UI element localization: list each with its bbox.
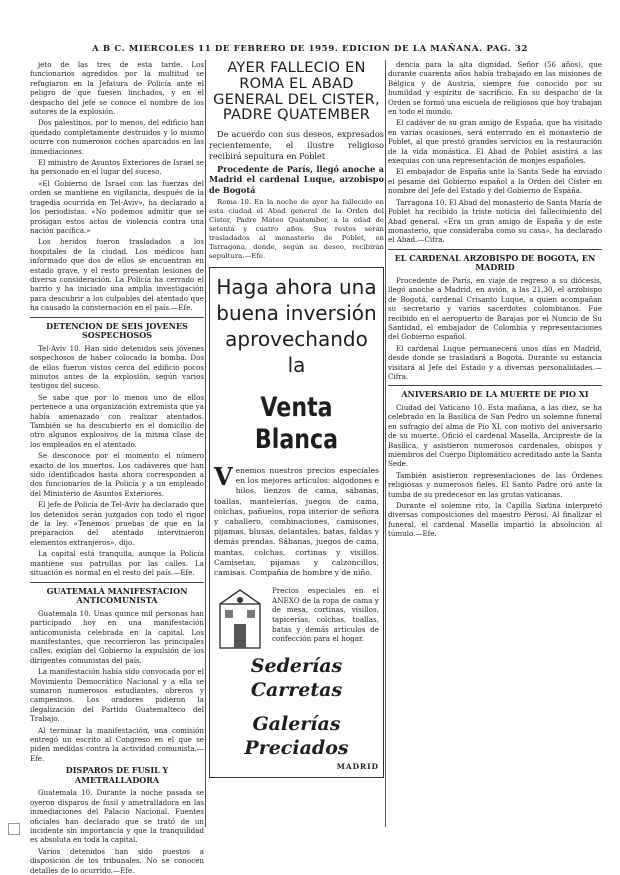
divider bbox=[388, 385, 602, 386]
ad-store-sederias: Sederías Carretas bbox=[250, 654, 343, 701]
article-abad bbox=[209, 129, 384, 261]
ad-text bbox=[214, 461, 379, 578]
headline-cardenal-bogota: EL CARDENAL ARZOBISPO DE BOGOTA, EN MADRID bbox=[394, 252, 596, 273]
paragraph: Los heridos fueron trasladados a los hospitales de la ciudad. Los médicos han informado que dos de ellos se encuentran en estado grave, y el resto presentan lesiones de diversa consideración. La Policía ha cerrado el barrio y ha iniciado una amplia investigación para descubrir a los culpables del atentado que ha causado la consternación en el país.—Efe. bbox=[30, 237, 204, 313]
paragraph: Se sabe que por lo menos uno de ellos pertenece a una organización extremista que ya había amenazado con realizar atentados. También se ha descubierto en el domicilio de otro algunos explosivos de la misma clase de los empleados en el atentado. bbox=[30, 392, 204, 449]
ad-city: MADRID bbox=[336, 761, 379, 771]
headline-abad-cister: AYER FALLECIO EN ROMA EL ABAD GENERAL DEL CISTER, PADRE QUATEMBER bbox=[213, 59, 380, 124]
ad-store-galerias: Galerías Preciados bbox=[244, 712, 349, 759]
article-subhead: De acuerdo con sus deseos, expresados recientemente, el ilustre religioso recibirá sepultura en Poblet bbox=[209, 129, 384, 161]
paragraph: El ministro de Asuntos Exteriores de Israel se ha personado en el lugar del suceso. bbox=[30, 158, 204, 177]
store-emblem-icon bbox=[214, 588, 266, 652]
paragraph: Se desconoce por el momento el número exacto de los muertos. Los cadáveres que han sido identificados hasta ahora corresponden a dos funcionarios de la Policía y a un empleado del Ministerio de Asuntos Exteriores. bbox=[30, 451, 204, 498]
left-intro bbox=[30, 60, 204, 313]
ad-offer bbox=[214, 586, 379, 644]
ad-offer-text: Precios especiales en el ANEXO de la ropa de cama y de mesa, cortinas, visillos, tapicerías, colchas, toallas, batas y demás artículos de confección para el hogar. bbox=[272, 586, 379, 644]
divider bbox=[388, 249, 602, 250]
paragraph: Guatemala 10. Unas quince mil personas han participado hoy en una manifestación anticomunista celebrada en la capital. Los manifestantes, que recorrieron las principales calles, exigían del Gobierno la expulsión de los dirigentes comunistas del país. bbox=[30, 608, 204, 665]
headline-disparos: DISPAROS DE FUSIL Y AMETRALLADORA bbox=[65, 765, 169, 785]
paragraph: Roma 10. En la noche de ayer ha fallecido en esta ciudad el Abad general de la Orden del Císter, Padre Mateo Quatember, a la edad de setenta y cuatro años. Sus restos serán trasladados al monasterio de Poblet, en Tarragona, donde, según su deseo, recibirán sepultura.—Efe. bbox=[209, 197, 384, 260]
paragraph: dencia para la alta dignidad. Señor (56 años), que durante cuarenta años había trabajado en las misiones de Bélgica y de Austria, siempre fue conocido por su humildad y espíritu de sacrificio. En su despacho de la Orden se formó una escuela de religiosos que hoy trabajan en todo el mundo. bbox=[388, 60, 602, 117]
paragraph: La capital está tranquila, aunque la Policía mantiene sus patrullas por las calles. La situación es normal en el resto del país.—Efe. bbox=[30, 549, 204, 578]
page-header: A B C. MIERCOLES 11 DE FEBRERO DE 1959. EDICION DE LA MAÑANA. PAG. 32 bbox=[92, 44, 528, 54]
headline-guatemala: GUATEMALA MANIFESTACION ANTICOMUNISTA bbox=[46, 585, 188, 606]
ad-brand: Venta Blanca bbox=[254, 391, 339, 455]
paragraph: «El Gobierno de Israel con las fuerzas del orden se mantiene en vigilancia, después de la tragedia ocurrida en Tel-Aviv», ha declarado a los periodistas. «No podemos admitir que se prosigan estos actos de violencia contra una nación pacífica.» bbox=[30, 178, 204, 235]
paragraph: El cadáver de su gran amigo de España, que ha visitado en varias ocasiones, será enterrado en el monasterio de Poblet, al que prestó grandes servicios en la restauración de la vida monástica. El Abad de Poblet asistirá a las exequias con una representación de monjes españoles. bbox=[388, 118, 602, 166]
paragraph: Al terminar la manifestación, una comisión entregó un escrito al Congreso en el que se piden medidas contra la actividad comunista.—Efe. bbox=[30, 725, 204, 763]
column-rule-right bbox=[385, 60, 386, 827]
ad-drop-cap: V bbox=[214, 461, 233, 491]
middle-column bbox=[209, 60, 384, 837]
paragraph: Procedente de París, en viaje de regreso a su diócesis, llegó anoche a Madrid, en avión, a las 21,30, el arzobispo de Bogotá, cardenal Crisanto Luque, a quien acompañan su secretario y varios sacerdotes colombianos. Fue recibido en el aeropuerto de Barajas por el Nuncio de Su Santidad, el embajador de Colombia y representaciones del Gobierno español. bbox=[388, 275, 602, 342]
paragraph: También asistieron representaciones de las Órdenes religiosas y numerosos fieles. El Santo Padre oró ante la tumba de su predecesor en las grutas vaticanas. bbox=[388, 470, 602, 499]
paragraph: Durante el solemne rito, la Capilla Sixtina interpretó diversas composiciones del maestro Perosi. Al finalizar el funeral, el cardenal Masella impartió la absolución al túmulo.—Efe. bbox=[388, 501, 602, 539]
paragraph: El embajador de España ante la Santa Sede ha enviado el pésame del Gobierno español a la Orden del Císter en nombre del Jefe del Estado y del Gobierno de España. bbox=[388, 167, 602, 196]
paragraph: Procedente de París, llegó anoche a Madrid el cardenal Luque, arzobispo de Bogotá bbox=[209, 163, 384, 196]
right-column bbox=[388, 60, 602, 837]
paragraph: Dos palestinos, por lo menos, del edificio han quedado completamente destruidos y lo mismo ocurre con numerosos coches aparcados en las inmediaciones. bbox=[30, 118, 204, 156]
ad-slogan: Haga ahora una buena inversión aprovechando la bbox=[216, 274, 377, 377]
divider bbox=[30, 582, 204, 583]
advertisement-venta-blanca bbox=[209, 267, 384, 778]
divider bbox=[30, 317, 204, 318]
paragraph: El cardenal Luque permanecerá unos días en Madrid, desde donde se trasladará a Bogotá. Durante su estancia visitará al Jefe del Estado y a diversas personalidades.—Cifra. bbox=[388, 343, 602, 381]
paragraph: Ciudad del Vaticano 10. Esta mañana, a las diez, se ha celebrado en la Basílica de San Pedro un solemne funeral en sufragio del alma de Pío XI, con motivo del aniversario de su muerte. Ofició el cardenal Masella, Arcipreste de la Basílica, y asistieron numerosos cardenales, obispos y miembros del Cuerpo Diplomático acreditado ante la Santa Sede. bbox=[388, 402, 602, 469]
paragraph: Tarragona 10. El Abad del monasterio de Santa María de Poblet ha recibido la triste noticia del fallecimiento del Abad general. «Era un gran amigo de España y de este monasterio, que consideraba como su casa», ha declarado el Abad.—Cifra. bbox=[388, 197, 602, 245]
headline-detencion: DETENCION DE SEIS JOVENES SOSPECHOSOS bbox=[46, 320, 188, 341]
paragraph: Varios detenidos han sido puestos a disposición de los tribunales. No se conocen detalles de lo ocurrido.—Efe. bbox=[30, 846, 204, 875]
print-registration-mark bbox=[8, 823, 20, 835]
ad-text-body: enemos nuestros precios especiales en los mejores artículos: algodones e hilos, lienzos de cama, sábanas, toallas, mantelerías, juegos de cama, colchas, pañuelos, ropa interior de señora y caballero, combinaciones, camisones, pijamas, blusas, delantales, batas, faldas y demás prendas. Sábanas, juegos de cama, mantas, colchas, cortinas y visillos. Camisetas, pijamas y calzoncillos, camisas. Compañía de hombre y de niño. bbox=[214, 465, 379, 577]
paragraph: jeto de las tres de esta tarde. Los funcionarios agredidos por la multitud se refugiaron en la Jefatura de Policía ante el peligro de que fuesen linchados, y en el despacho del jefe se conoce el nombre de los autores de la explosión. bbox=[30, 60, 204, 117]
paragraph: Guatemala 10. Durante la noche pasada se oyeron disparos de fusil y ametralladora en las inmediaciones del Palacio Nacional. Fuentes oficiales han declarado que se trató de un incidente sin importancia y que la tranquilidad es absoluta en toda la capital. bbox=[30, 788, 204, 845]
left-column bbox=[30, 60, 204, 875]
headline-pio-xi: ANIVERSARIO DE LA MUERTE DE PIO XI bbox=[401, 389, 589, 400]
paragraph: La manifestación había sido convocada por el Movimiento Democrático Nacional y a ella se sumaron numerosos estudiantes, obreros y campesinos. Los oradores pidieron la ilegalización del Partido Guatemalteco del Trabajo. bbox=[30, 667, 204, 724]
paragraph: Tel-Aviv 10. Han sido detenidos seis jóvenes sospechosos de haber colocado la bomba. Dos de ellos fueron vistos cerca del edificio pocos minutos antes de la explosión, según varios testigos del suceso. bbox=[30, 343, 204, 391]
column-rule-left bbox=[205, 60, 206, 827]
paragraph: El jefe de Policía de Tel-Aviv ha declarado que los detenidos serán juzgados con todo el rigor de la ley. «Tenemos pruebas de que en la preparación del atentado intervinieron elementos extranjeros», dijo. bbox=[30, 500, 204, 547]
